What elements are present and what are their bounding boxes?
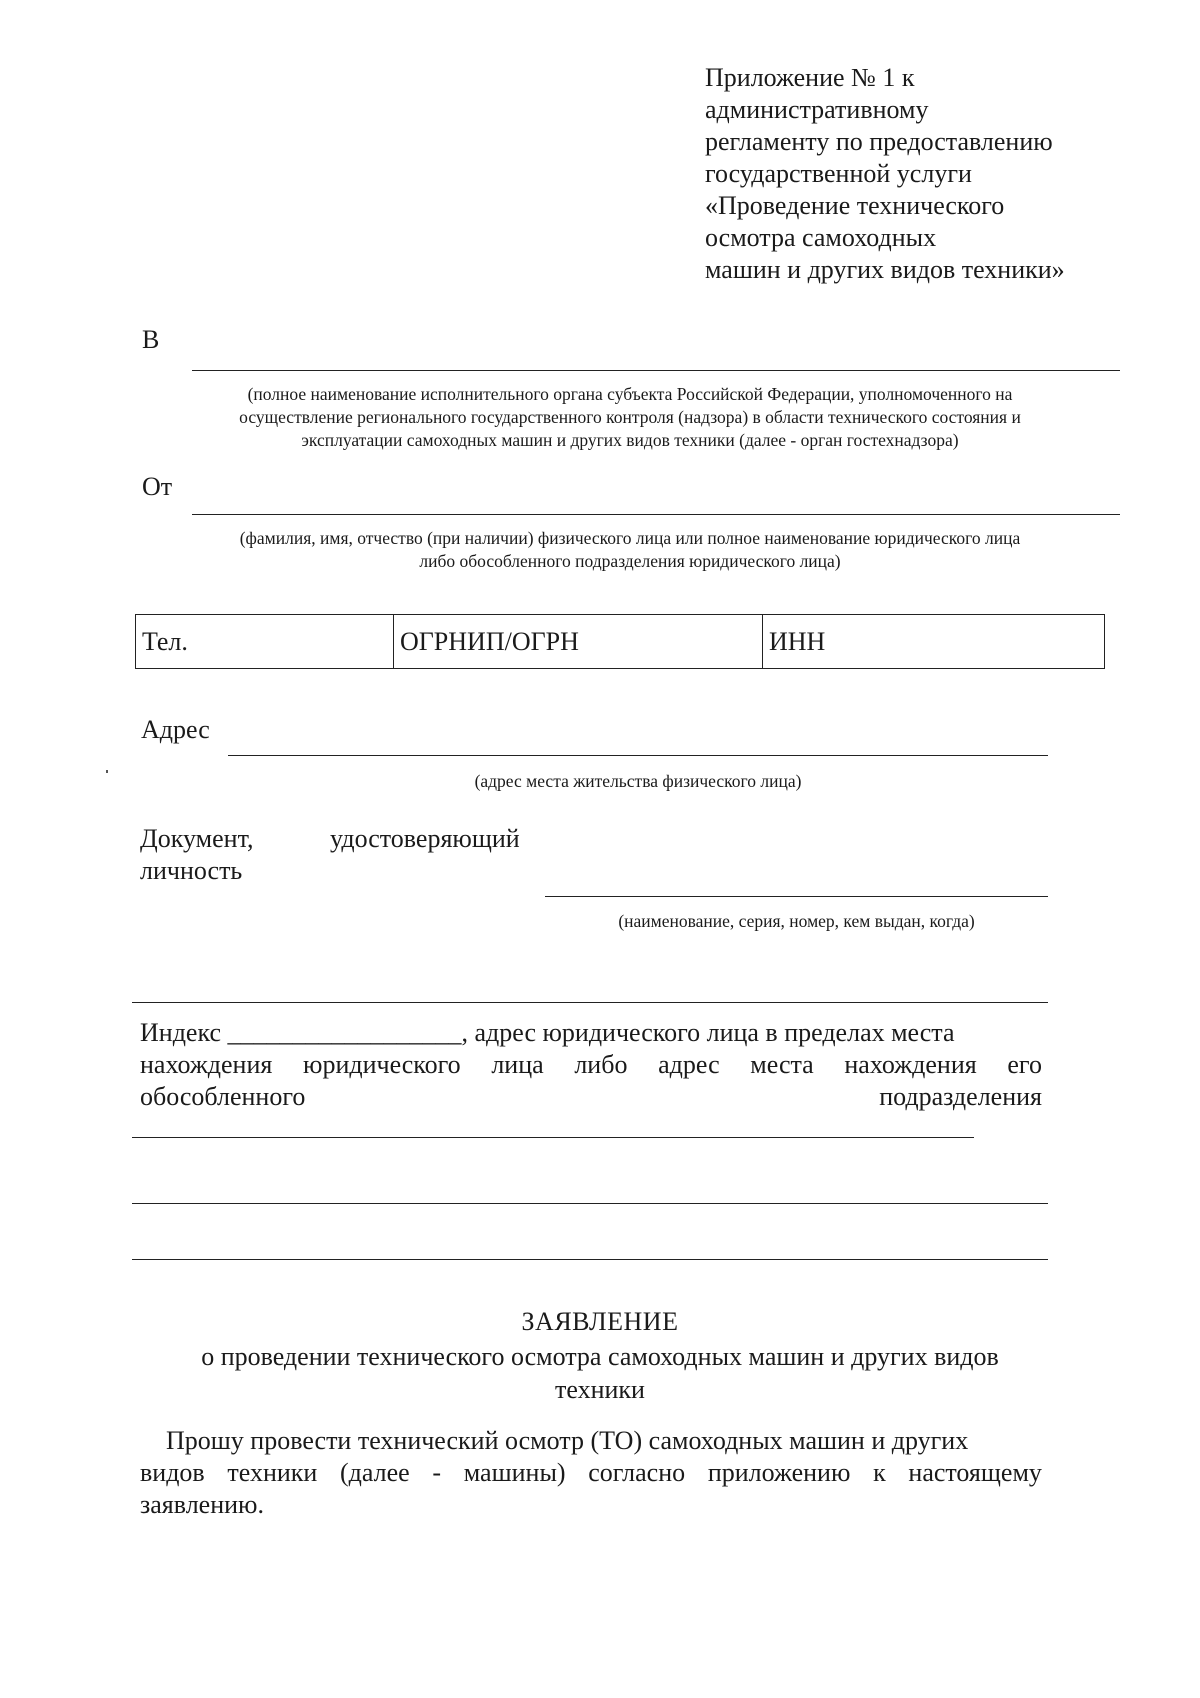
id-document-label-word: удостоверяющий (330, 824, 520, 853)
statement-body-line: видов техники (далее - машины) согласно приложению к настоящему (140, 1458, 1042, 1487)
caption-line: (фамилия, имя, отчество (при наличии) физического лица или полное наименование юридического лица (239, 528, 1021, 548)
header-line: машин и других видов техники» (705, 255, 1065, 284)
phone-cell[interactable]: Тел. (136, 615, 394, 669)
statement-subtitle: техники (555, 1375, 645, 1404)
address-label: Адрес (141, 715, 210, 744)
id-document-label-line2: личность (140, 856, 243, 885)
legal-address-line[interactable] (132, 1203, 1048, 1204)
inn-cell[interactable]: ИНН (763, 615, 1105, 669)
id-document-label-word: Документ, (140, 824, 254, 853)
address-line[interactable] (228, 755, 1048, 756)
header-line: государственной услуги (705, 159, 972, 188)
legal-address-line[interactable] (132, 1137, 974, 1138)
statement-body-line: заявлению. (140, 1490, 264, 1519)
statement-body-line: Прошу провести технический осмотр (ТО) самоходных машин и других (166, 1426, 969, 1455)
index-blank[interactable]: __________________ (227, 1018, 462, 1047)
header-line: «Проведение технического (705, 191, 1005, 220)
caption-line: (полное наименование исполнительного органа субъекта Российской Федерации, уполномоченного на (247, 384, 1013, 404)
from-field-line[interactable] (192, 514, 1120, 515)
caption-line: эксплуатации самоходных машин и других видов техники (далее - орган гостехнадзора) (301, 430, 959, 450)
caption-line: либо обособленного подразделения юридического лица) (419, 551, 841, 571)
scan-speck (106, 770, 108, 773)
caption-line: осуществление регионального государственного контроля (надзора) в области технического состояния и (239, 407, 1021, 427)
separator-line[interactable] (132, 1002, 1048, 1003)
legal-address-line1 (140, 1018, 1042, 1048)
contacts-table (135, 614, 1105, 669)
header-line: административному (705, 95, 929, 124)
legal-address-line[interactable] (132, 1259, 1048, 1260)
header-line: осмотра самоходных (705, 223, 937, 252)
to-field-line[interactable] (192, 370, 1120, 371)
header-line: Приложение № 1 к (705, 63, 915, 92)
id-document-caption: (наименование, серия, номер, кем выдан, когда) (618, 911, 975, 931)
legal-address-line2: нахождения юридического лица либо адрес места нахождения его (140, 1050, 1042, 1079)
statement-title: ЗАЯВЛЕНИЕ (521, 1307, 679, 1336)
legal-address-line3: обособленного подразделения (140, 1082, 1042, 1111)
from-field-label: От (142, 472, 173, 501)
ogrn-cell[interactable]: ОГРНИП/ОГРН (394, 615, 763, 669)
id-document-line[interactable] (545, 896, 1048, 897)
to-field-label: В (142, 325, 160, 354)
header-line: регламенту по предоставлению (705, 127, 1053, 156)
index-label: Индекс __________________, адрес юридического лица в пределах места (140, 1018, 955, 1047)
address-caption: (адрес места жительства физического лица) (474, 771, 802, 791)
statement-subtitle: о проведении технического осмотра самоходных машин и других видов (201, 1342, 999, 1371)
